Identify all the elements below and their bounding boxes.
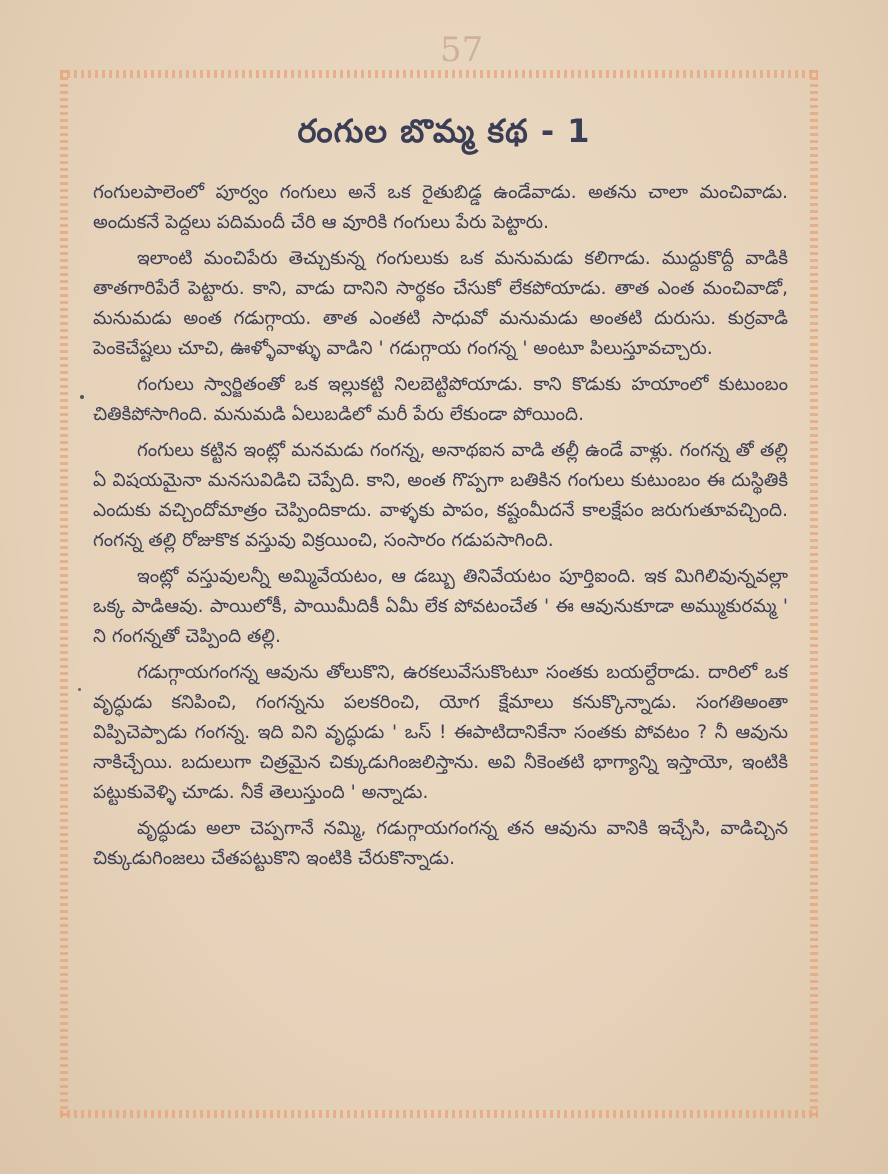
paragraph-7: వృద్ధుడు అలా చెప్పగానే నమ్మి, గడుగ్గాయగంగన్న తన ఆవును వానికి ఇచ్చేసి, వాడిచ్చిన చిక్కుడుగింజలు చేతపట్టుకొని ఇంటికి చేరుకొన్నాడు.	[93, 818, 788, 869]
decorative-border-right	[810, 70, 818, 1118]
paragraph-5: ఇంట్లో వస్తువులన్నీ అమ్మివేయటం, ఆ డబ్బు తినివేయటం పూర్తిఐంది. ఇక మిగిలివున్నవల్లా ఒక్క పాడిఆవు. పాయిలోకీ, పాయిమీదికీ ఏమీ లేక పోవటంచేత ' ఈ ఆవునుకూడా అమ్ముకురమ్మ ' ని గంగన్నతో చెప్పింది తల్లి.	[93, 566, 788, 647]
decorative-border-top	[60, 70, 818, 78]
ink-speck	[80, 395, 84, 399]
paragraph-3: గంగులు స్వార్జితంతో ఒక ఇల్లుకట్టి నిలబెట్టిపోయాడు. కాని కొడుకు హయాంలో కుటుంబం చితికిపోసాగింది. మనుమడి ఏలుబడిలో మరీ పేరు లేకుండా పోయింది.	[93, 374, 788, 425]
decorative-border-bottom	[60, 1110, 818, 1118]
paragraph-6: గడుగ్గాయగంగన్న ఆవును తోలుకొని, ఉరకలువేసుకొంటూ సంతకు బయల్దేరాడు. దారిలో ఒక వృద్ధుడు కనిపించి, గంగన్నను పలకరించి, యోగ క్షేమాలు కనుక్కొన్నాడు. సంగతిఅంతా విప్పిచెప్పాడు గంగన్న. ఇది విని వృద్ధుడు ' ఒస్ ! ఈపాటిదానికేనా సంతకు పోవటం ? నీ ఆవును నాకిచ్చేయి. బదులుగా చిత్రమైన చిక్కుడుగింజలిస్తాను. అవి నీకెంతటి భాగ్యాన్ని ఇస్తాయో, ఇంటికి పట్టుకువెళ్ళి చూడు. నీకే తెలుస్తుంది ' అన్నాడు.	[93, 662, 788, 803]
decorative-border-left	[60, 70, 68, 1118]
story-body	[93, 178, 788, 880]
story-title: రంగుల బొమ్మ కథ - 1	[297, 112, 591, 150]
paragraph-4: గంగులు కట్టిన ఇంట్లో మనమడు గంగన్న, అనాథఐన వాడి తల్లీ ఉండే వాళ్లు. గంగన్న తో తల్లి ఏ విషయమైనా మనసువిడిచి చెప్పేది. కాని, అంత గొప్పగా బతికిన గంగులు కుటుంబం ఈ దుస్థితికి ఎందుకు వచ్చిందోమాత్రం చెప్పిందికాదు. వాళ్ళకు పాపం, కష్టంమీదనే కాలక్షేపం జరుగుతూవచ్చింది. గంగన్న తల్లి రోజుకొక వస్తువు విక్రయించి, సంసారం గడుపసాగింది.	[93, 440, 788, 551]
paragraph-2: ఇలాంటి మంచిపేరు తెచ్చుకున్న గంగులుకు ఒక మనుమడు కలిగాడు. ముద్దుకొద్దీ వాడికి తాతగారిపేరే పెట్టారు. కాని, వాడు దానిని సార్థకం చేసుకో లేకపోయాడు. తాత ఎంత మంచివాడో, మనుమడు అంత గడుగ్గాయ. తాత ఎంతటి సాధువో మనుమడు అంతటి దురుసు. కుర్రవాడి పెంకెచేష్టలు చూచి, ఊళ్ళోవాళ్ళు వాడిని ' గడుగ్గాయ గంగన్న ' అంటూ పిలుస్తూవచ్చారు.	[93, 248, 788, 359]
ink-speck	[78, 688, 81, 691]
paragraph-1: గంగులపాలెంలో పూర్వం గంగులు అనే ఒక రైతుబిడ్డ ఉండేవాడు. అతను చాలా మంచివాడు. అందుకనే పెద్దలు పదిమందీ చేరి ఆ వూరికి గంగులు పేరు పెట్టారు.	[93, 182, 788, 233]
handwritten-page-mark: 57	[440, 30, 484, 70]
